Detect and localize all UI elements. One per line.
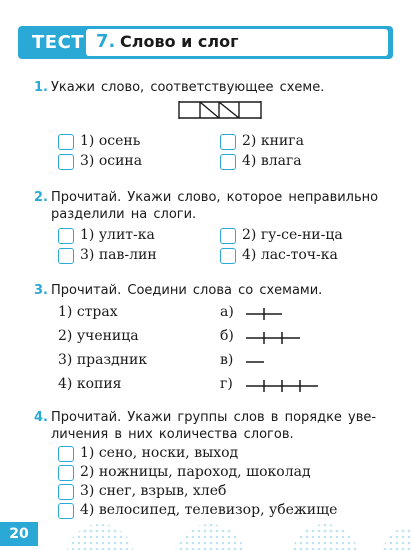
match-scheme-label-d: г) (220, 376, 233, 392)
checkbox[interactable] (220, 228, 236, 244)
decorative-dot-pattern (40, 510, 412, 550)
task-question-line-2: личения в них количества слогов. (51, 427, 294, 442)
checkbox[interactable] (58, 465, 74, 481)
task-question: Укажи слово, соответствующее схеме. (51, 80, 325, 95)
task-question-line-2: разделили на слоги. (51, 207, 197, 222)
checkbox[interactable] (58, 154, 74, 170)
task-number: 2. (34, 190, 48, 205)
syllable-scheme-c (244, 352, 334, 372)
checkbox[interactable] (58, 134, 74, 150)
match-word-2: 2) ученица (58, 328, 139, 344)
task-number: 1. (34, 80, 48, 95)
syllable-scheme-diagram (177, 98, 263, 122)
match-word-4: 4) копия (58, 376, 122, 392)
page-number: 20 (0, 522, 38, 546)
task-number: 4. (34, 410, 48, 425)
match-scheme-label-c: в) (220, 352, 234, 368)
match-word-1: 1) страх (58, 304, 118, 320)
checkbox[interactable] (58, 446, 74, 462)
task-number: 3. (34, 283, 48, 298)
checkbox[interactable] (58, 248, 74, 264)
checkbox[interactable] (220, 154, 236, 170)
match-scheme-label-a: а) (220, 304, 234, 320)
checkbox[interactable] (220, 134, 236, 150)
checkbox[interactable] (220, 248, 236, 264)
syllable-scheme-a (244, 304, 334, 324)
test-number: 7. (96, 31, 116, 52)
match-scheme-label-b: б) (220, 328, 234, 344)
syllable-scheme-b (244, 328, 334, 348)
task-question-line-1: Прочитай. Укажи слово, которое неправильно (51, 190, 379, 205)
task-question: Прочитай. Соедини слова со схемами. (51, 283, 323, 298)
test-header (18, 26, 393, 59)
checkbox[interactable] (58, 228, 74, 244)
header-label: ТЕСТ (32, 32, 85, 53)
test-title: Слово и слог (120, 32, 239, 51)
header-title-box (86, 29, 388, 56)
checkbox[interactable] (58, 484, 74, 500)
match-word-3: 3) праздник (58, 352, 148, 368)
task-question-line-1: Прочитай. Укажи группы слов в порядке уве- (51, 410, 377, 425)
syllable-scheme-d (244, 376, 334, 396)
